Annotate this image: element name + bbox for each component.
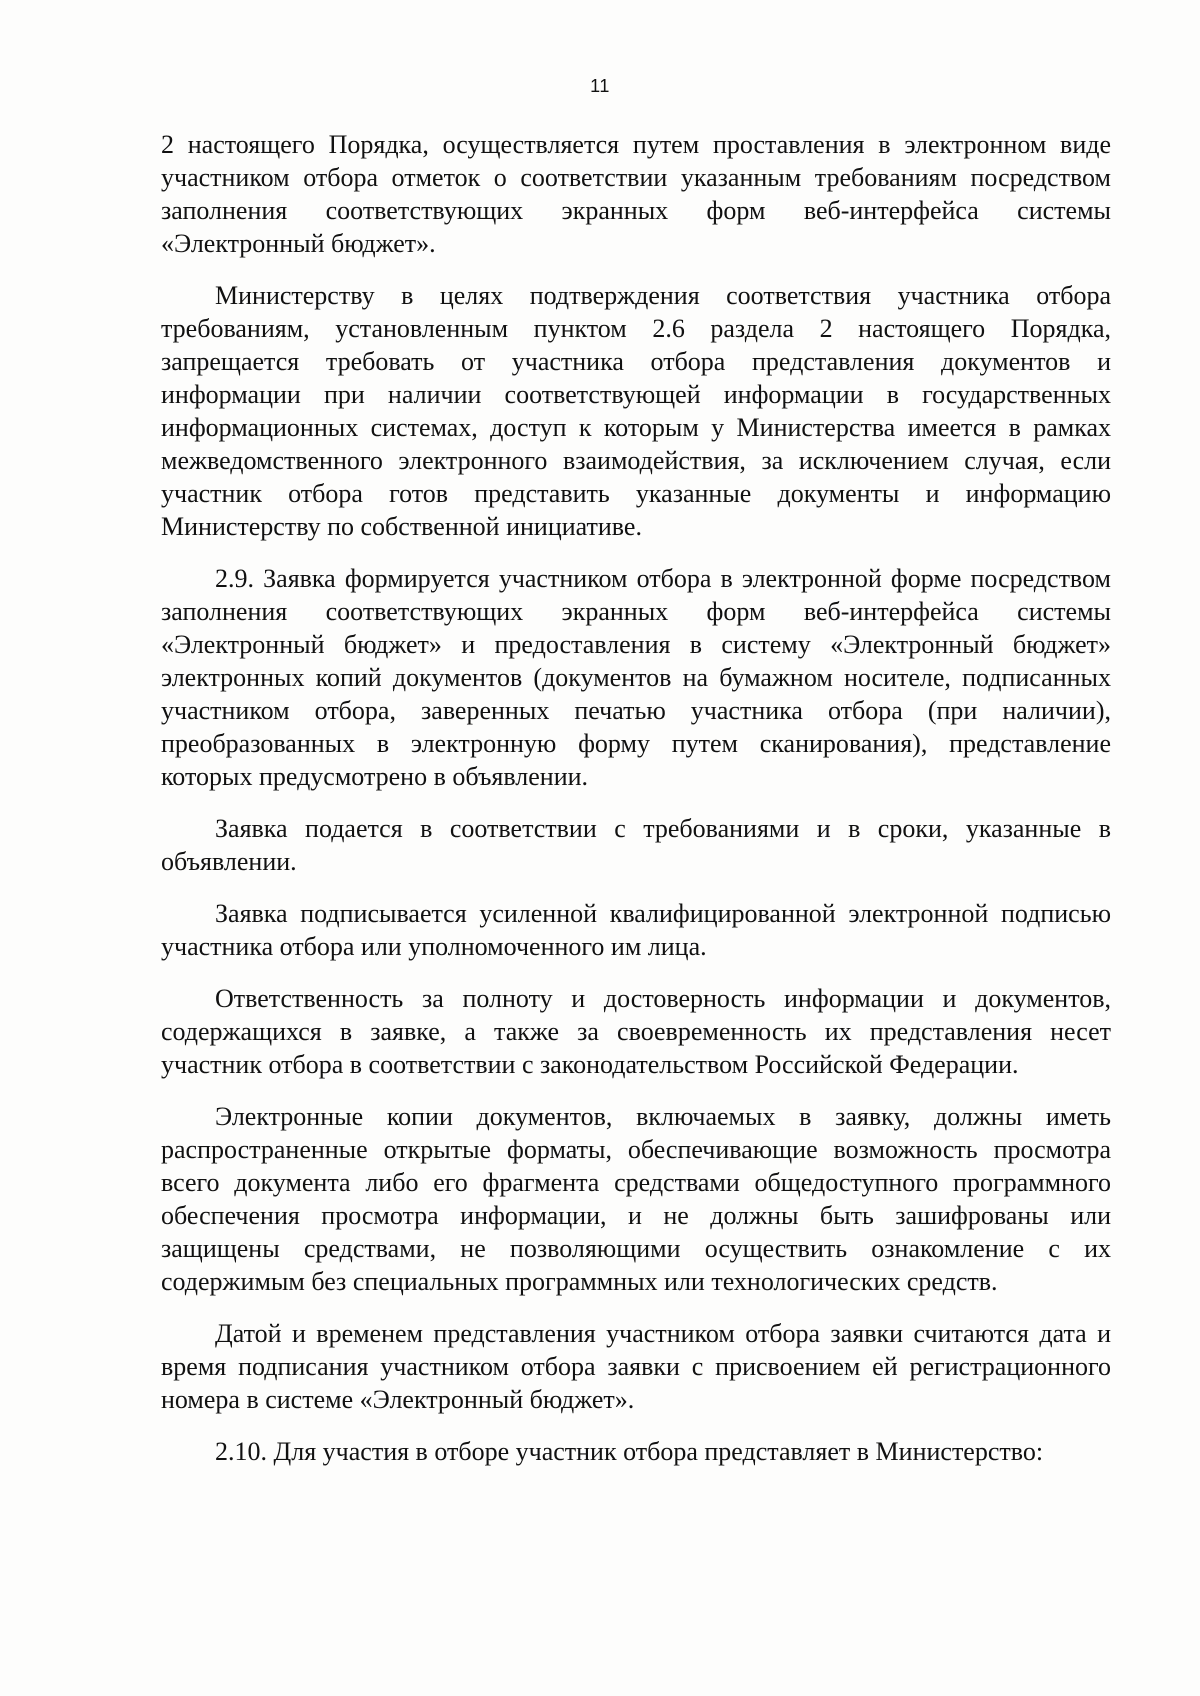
paragraph: Министерству в целях подтверждения соответствия участника отбора требованиям, установленным пунктом 2.6 раздела 2 настоящего Порядка, запрещается требовать от участника отбора представления документов и информации при наличии соответствующей информации в государственных информационных системах, доступ к которым у Министерства имеется в рамках межведомственного электронного взаимодействия, за исключением случая, если участник отбора готов представить указанные документы и информацию Министерству по собственной инициативе. xyxy=(161,281,1111,541)
paragraph: Заявка подается в соответствии с требованиями и в сроки, указанные в объявлении. xyxy=(161,814,1111,876)
paragraph: Ответственность за полноту и достоверность информации и документов, содержащихся в заявке, а также за своевременность их представления несет участник отбора в соответствии с законодательством Российской Федерации. xyxy=(161,984,1111,1079)
paragraph: Датой и временем представления участником отбора заявки считаются дата и время подписания участником отбора заявки с присвоением ей регистрационного номера в системе «Электронный бюджет». xyxy=(161,1319,1111,1414)
paragraph: 2.10. Для участия в отборе участник отбора представляет в Министерство: xyxy=(215,1437,1044,1466)
paragraph: Заявка подписывается усиленной квалифицированной электронной подписью участника отбора или уполномоченного им лица. xyxy=(161,899,1111,961)
paragraph: Электронные копии документов, включаемых в заявку, должны иметь распространенные открытые форматы, обеспечивающие возможность просмотра всего документа либо его фрагмента средствами общедоступного программного обеспечения просмотра информации, и не должны быть зашифрованы или защищены средствами, не позволяющими осуществить ознакомление с их содержимым без специальных программных или технологических средств. xyxy=(161,1102,1111,1296)
paragraph: 2 настоящего Порядка, осуществляется путем проставления в электронном виде участником отбора отметок о соответствии указанным требованиям посредством заполнения соответствующих экранных форм веб-интерфейса системы «Электронный бюджет». xyxy=(161,130,1111,258)
page-number: 11 xyxy=(590,76,610,96)
document-body xyxy=(161,128,1111,1487)
paragraph: 2.9. Заявка формируется участником отбора в электронной форме посредством заполнения соответствующих экранных форм веб-интерфейса системы «Электронный бюджет» и предоставления в систему «Электронный бюджет» электронных копий документов (документов на бумажном носителе, подписанных участником отбора, заверенных печатью участника отбора (при наличии), преобразованных в электронную форму путем сканирования), представление которых предусмотрено в объявлении. xyxy=(161,564,1111,791)
